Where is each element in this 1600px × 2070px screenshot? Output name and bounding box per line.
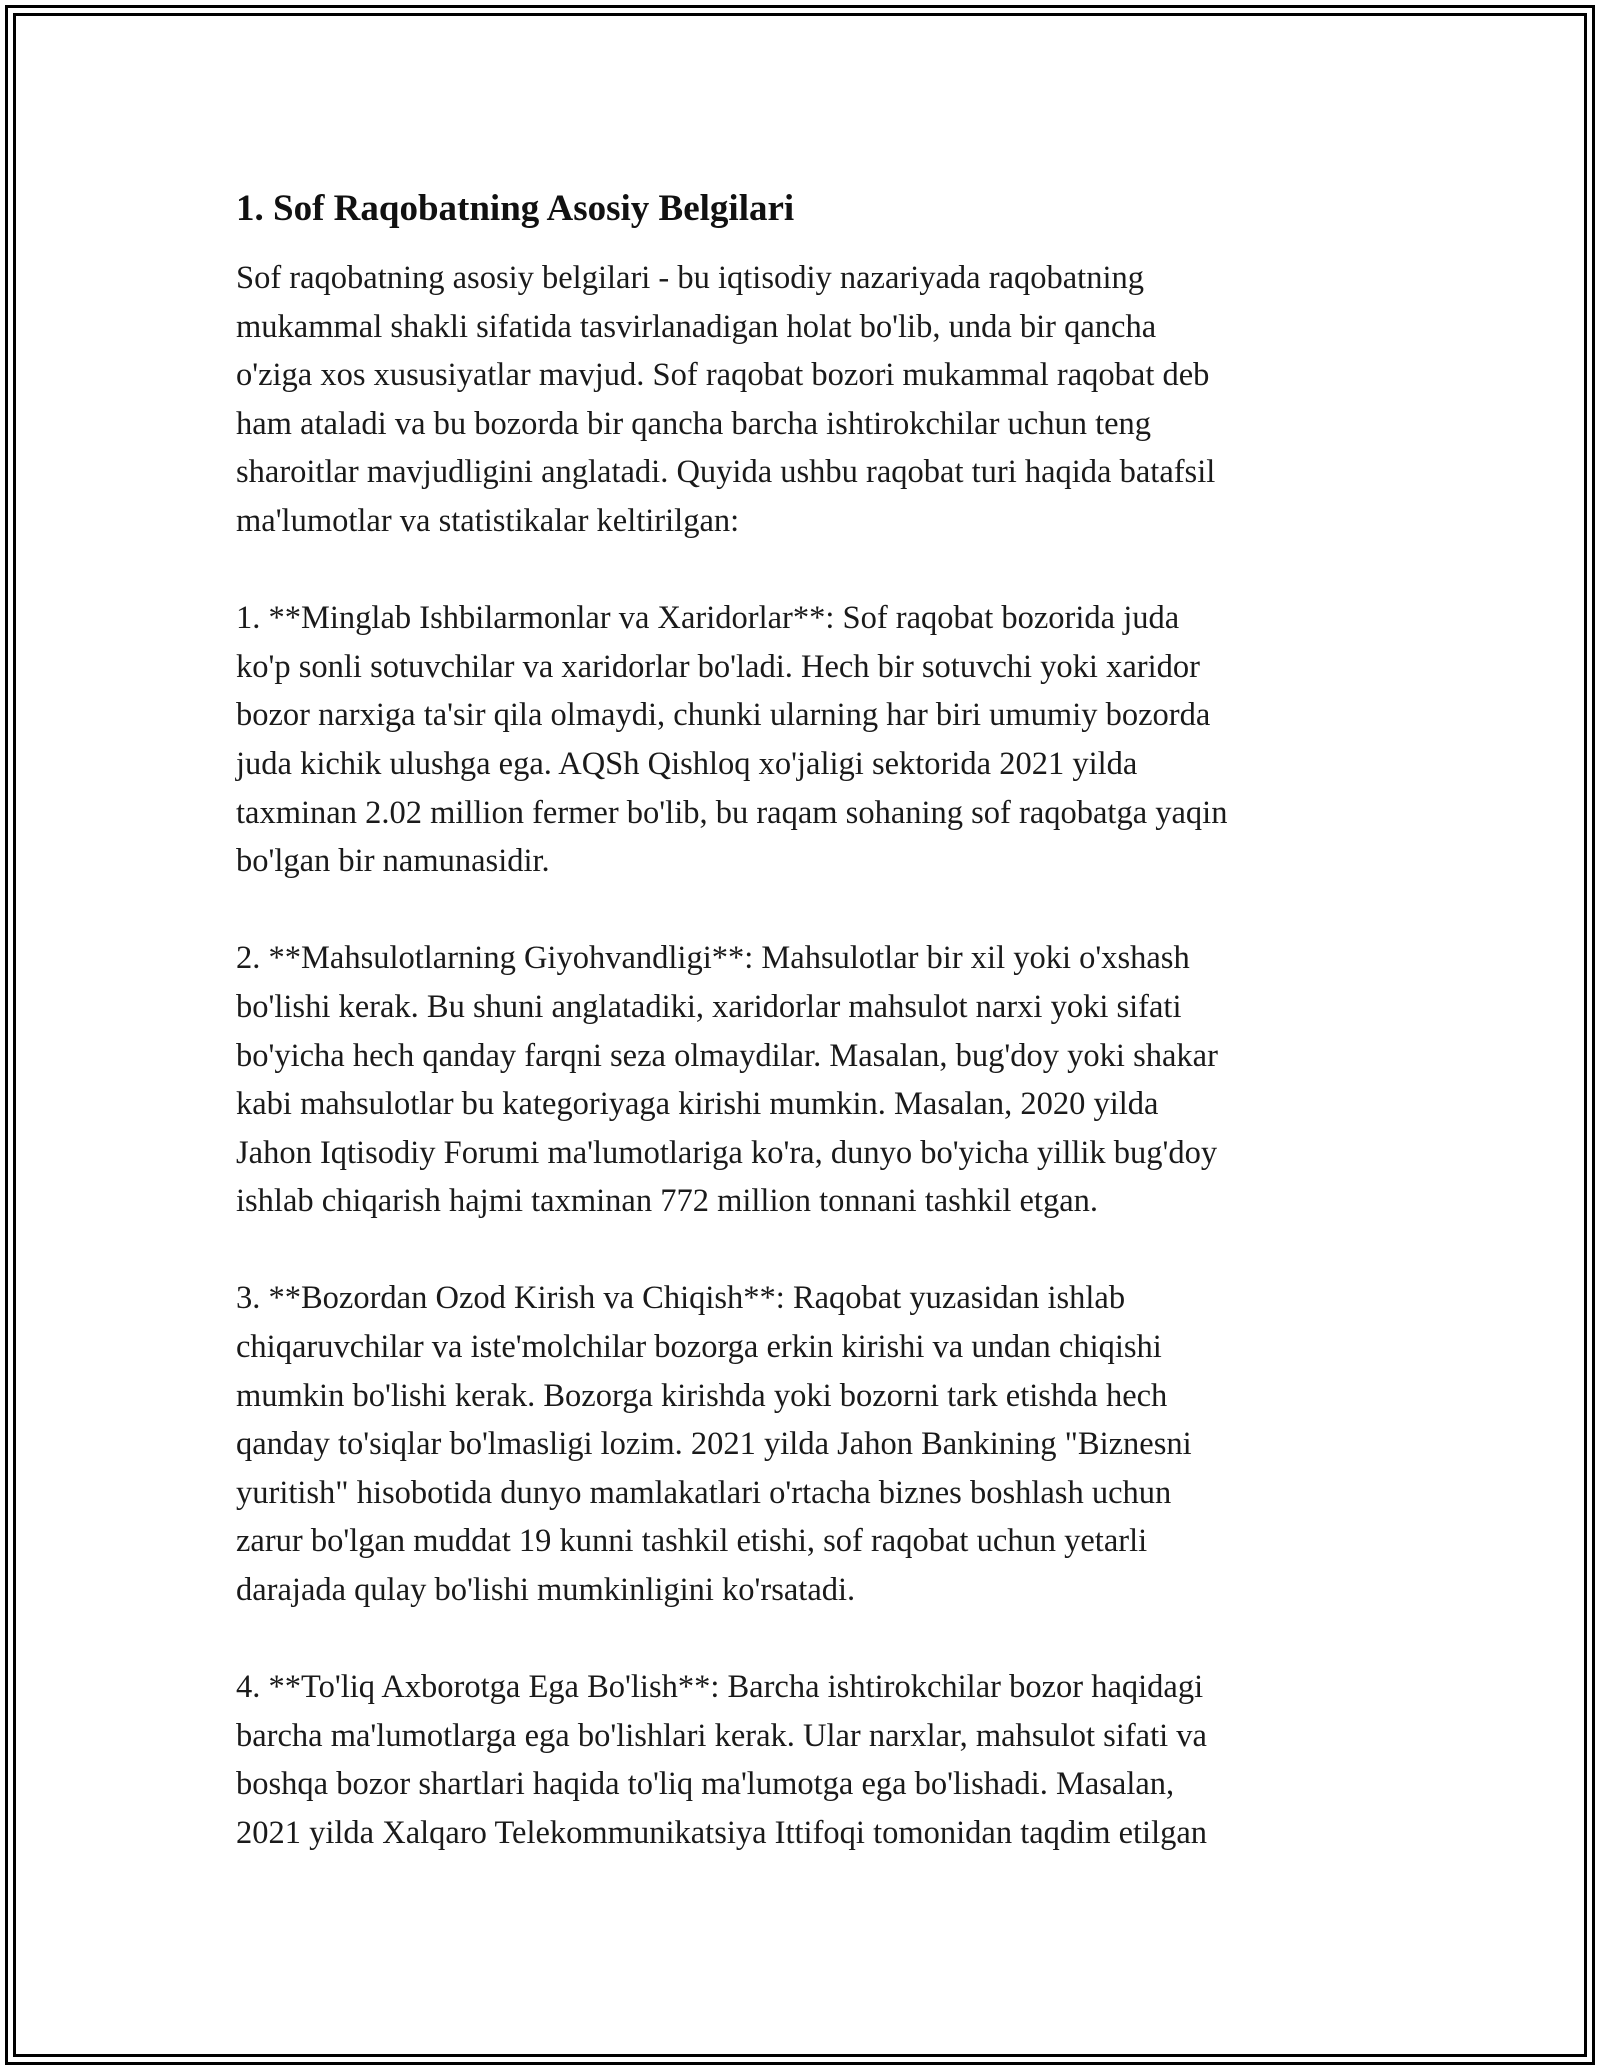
section-title: 1. Sof Raqobatning Asosiy Belgilari [236,188,795,229]
text-line: bo'lgan bir namunasidir. [236,843,550,880]
text-line: kabi mahsulotlar bu kategoriyaga kirishi mumkin. Masalan, 2020 yilda [236,1086,1159,1123]
text-line: qanday to'siqlar bo'lmasligi lozim. 2021 yilda Jahon Bankining "Biznesni [236,1426,1192,1463]
text-line: boshqa bozor shartlari haqida to'liq ma'lumotga ega bo'lishadi. Masalan, [236,1766,1175,1803]
text-line: bozor narxiga ta'sir qila olmaydi, chunki ularning har biri umumiy bozorda [236,697,1211,734]
text-line: sharoitlar mavjudligini anglatadi. Quyida ushbu raqobat turi haqida batafsil [236,454,1216,491]
text-line: taxminan 2.02 million fermer bo'lib, bu raqam sohaning sof raqobatga yaqin [236,794,1228,831]
text-line: zarur bo'lgan muddat 19 kunni tashkil etishi, sof raqobat uchun yetarli [236,1523,1148,1560]
text-line: ishlab chiqarish hajmi taxminan 772 million tonnani tashkil etgan. [236,1183,1099,1220]
text-line: 3. **Bozordan Ozod Kirish va Chiqish**: Raqobat yuzasidan ishlab [236,1280,1126,1317]
text-line: 4. **To'liq Axborotga Ega Bo'lish**: Barcha ishtirokchilar bozor haqidagi [236,1669,1204,1706]
text-line: juda kichik ulushga ega. AQSh Qishloq xo'jaligi sektorida 2021 yilda [236,745,1138,782]
text-line: darajada qulay bo'lishi mumkinligini ko'rsatadi. [236,1572,856,1609]
text-line: ma'lumotlar va statistikalar keltirilgan: [236,502,740,539]
text-line: barcha ma'lumotlarga ega bo'lishlari kerak. Ular narxlar, mahsulot sifati va [236,1717,1207,1754]
text-line: yuritish" hisobotida dunyo mamlakatlari o'rtacha biznes boshlash uchun [236,1474,1172,1511]
intro-paragraph [236,254,1366,546]
text-line: Jahon Iqtisodiy Forumi ma'lumotlariga ko'ra, dunyo bo'yicha yillik bug'doy [236,1134,1218,1171]
text-line: 1. **Minglab Ishbilarmonlar va Xaridorlar**: Sof raqobat bozorida juda [236,600,1180,637]
point-2-paragraph [236,934,1366,1226]
text-line: chiqaruvchilar va iste'molchilar bozorga erkin kirishi va undan chiqishi [236,1329,1162,1366]
text-line: 2021 yilda Xalqaro Telekommunikatsiya Ittifoqi tomonidan taqdim etilgan [236,1815,1208,1851]
text-line: ko'p sonli sotuvchilar va xaridorlar bo'ladi. Hech bir sotuvchi yoki xaridor [236,648,1200,685]
document-page [236,186,1366,1906]
text-line: mumkin bo'lishi kerak. Bozorga kirishda yoki bozorni tark etishda hech [236,1377,1168,1414]
text-line: ham ataladi va bu bozorda bir qancha barcha ishtirokchilar uchun teng [236,405,1152,442]
text-line: bo'yicha hech qanday farqni seza olmaydilar. Masalan, bug'doy yoki shakar [236,1037,1218,1074]
point-4-paragraph [236,1663,1366,1857]
text-line: Sof raqobatning asosiy belgilari - bu iqtisodiy nazariyada raqobatning [236,260,1144,296]
text-line: bo'lishi kerak. Bu shuni anglatadiki, xaridorlar mahsulot narxi yoki sifati [236,988,1182,1025]
point-1-paragraph [236,594,1366,886]
text-line: mukammal shakli sifatida tasvirlanadigan holat bo'lib, unda bir qancha [236,308,1157,345]
text-line: o'ziga xos xususiyatlar mavjud. Sof raqobat bozori mukammal raqobat deb [236,357,1210,394]
text-line: 2. **Mahsulotlarning Giyohvandligi**: Mahsulotlar bir xil yoki o'xshash [236,940,1190,977]
point-3-paragraph [236,1274,1366,1614]
